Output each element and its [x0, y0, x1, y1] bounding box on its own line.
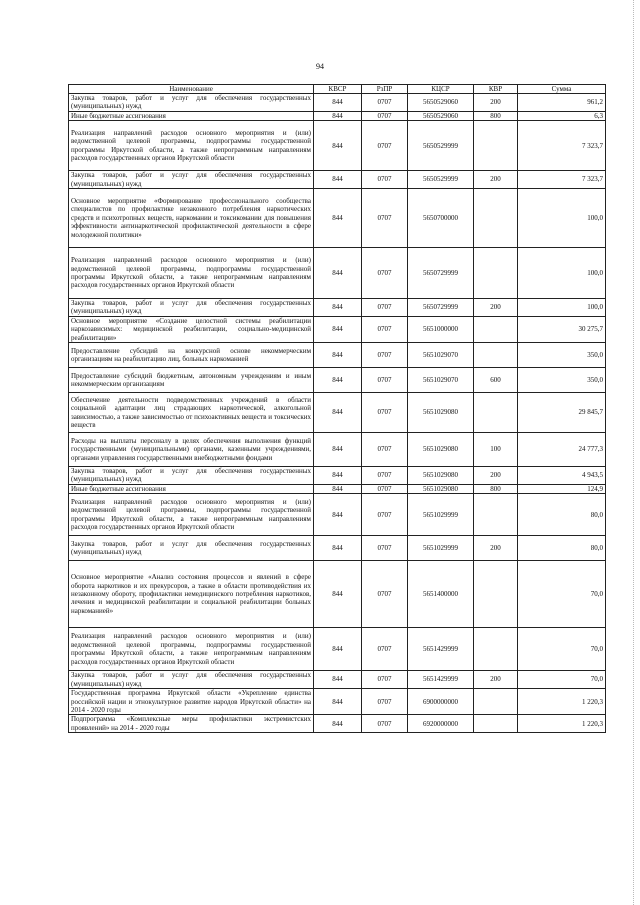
cell-kvsr: 844 [314, 628, 362, 671]
cell-sum: 100,0 [518, 248, 606, 299]
header-rzpr: РзПР [362, 85, 408, 94]
cell-kvr: 200 [474, 299, 518, 317]
cell-kcsr: 5650529999 [408, 171, 474, 189]
cell-kcsr: 5650529060 [408, 111, 474, 120]
cell-sum: 70,0 [518, 671, 606, 689]
cell-sum: 7 323,7 [518, 121, 606, 171]
cell-kvr: 200 [474, 171, 518, 189]
cell-sum: 6,3 [518, 111, 606, 120]
cell-name: Закупка товаров, работ и услуг для обеспечения государственных (муниципальных) нужд [69, 671, 314, 689]
table-row [69, 628, 606, 671]
cell-kcsr: 5650529999 [408, 121, 474, 171]
cell-kvr: 200 [474, 671, 518, 689]
cell-name: Подпрограмма «Комплексные меры профилактики экстремистских проявлений» на 2014 - 2020 годы [69, 715, 314, 733]
cell-name: Закупка товаров, работ и услуг для обеспечения государственных (муниципальных) нужд [69, 299, 314, 317]
cell-rzpr: 0707 [362, 171, 408, 189]
cell-name: Реализация направлений расходов основного мероприятия и (или) ведомственной целевой программы, подпрограммы государственной программы Иркутской области, а также непрограммным направлениям расходов государственных органов Иркутской области [69, 248, 314, 299]
cell-kcsr: 5651000000 [408, 316, 474, 342]
cell-sum: 24 777,3 [518, 433, 606, 467]
cell-kvr [474, 628, 518, 671]
cell-kvr: 600 [474, 368, 518, 393]
cell-sum: 124,9 [518, 484, 606, 493]
cell-rzpr: 0707 [362, 248, 408, 299]
cell-rzpr: 0707 [362, 671, 408, 689]
budget-table [68, 84, 606, 733]
cell-rzpr: 0707 [362, 715, 408, 733]
cell-kvr [474, 121, 518, 171]
cell-kvr: 200 [474, 467, 518, 485]
cell-kvr: 800 [474, 484, 518, 493]
cell-kvr [474, 715, 518, 733]
cell-sum: 961,2 [518, 94, 606, 112]
table-row [69, 94, 606, 112]
cell-kvr [474, 248, 518, 299]
cell-rzpr: 0707 [362, 536, 408, 561]
cell-rzpr: 0707 [362, 121, 408, 171]
cell-kvr: 200 [474, 536, 518, 561]
cell-kcsr: 5650729999 [408, 299, 474, 317]
table-row [69, 561, 606, 628]
cell-sum: 70,0 [518, 561, 606, 628]
cell-kcsr: 6920000000 [408, 715, 474, 733]
cell-name: Предоставление субсидий бюджетным, автономным учреждениям и иным некоммерческим организациям [69, 368, 314, 393]
cell-kvr [474, 393, 518, 433]
cell-rzpr: 0707 [362, 368, 408, 393]
cell-rzpr: 0707 [362, 299, 408, 317]
cell-kvsr: 844 [314, 299, 362, 317]
cell-kvr [474, 494, 518, 536]
page-edge-line [632, 0, 634, 905]
cell-kvr [474, 189, 518, 248]
cell-sum: 29 845,7 [518, 393, 606, 433]
cell-kcsr: 5651429999 [408, 628, 474, 671]
cell-name: Иные бюджетные ассигнования [69, 484, 314, 493]
cell-rzpr: 0707 [362, 111, 408, 120]
cell-kvsr: 844 [314, 484, 362, 493]
table-body [69, 94, 606, 733]
table-row [69, 121, 606, 171]
cell-kvr [474, 316, 518, 342]
cell-name: Реализация направлений расходов основного мероприятия и (или) ведомственной целевой программы, подпрограммы государственной программы Иркутской области, а также непрограммным направлениям расходов государственных органов Иркутской области [69, 628, 314, 671]
cell-sum: 30 275,7 [518, 316, 606, 342]
cell-kvsr: 844 [314, 689, 362, 715]
cell-kcsr: 5651029999 [408, 494, 474, 536]
cell-kcsr: 5651029080 [408, 433, 474, 467]
cell-name: Реализация направлений расходов основного мероприятия и (или) ведомственной целевой программы, подпрограммы государственной программы Иркутской области, а также непрограммным направлениям расходов государственных органов Иркутской области [69, 494, 314, 536]
cell-kvsr: 844 [314, 494, 362, 536]
cell-kvsr: 844 [314, 715, 362, 733]
cell-kvsr: 844 [314, 671, 362, 689]
cell-kvsr: 844 [314, 248, 362, 299]
cell-name: Иные бюджетные ассигнования [69, 111, 314, 120]
table-header-row [69, 85, 606, 94]
cell-kcsr: 5651029999 [408, 536, 474, 561]
cell-kvsr: 844 [314, 561, 362, 628]
cell-kvsr: 844 [314, 171, 362, 189]
cell-sum: 70,0 [518, 628, 606, 671]
table-row [69, 189, 606, 248]
cell-kvsr: 844 [314, 111, 362, 120]
cell-kvsr: 844 [314, 467, 362, 485]
cell-sum: 350,0 [518, 368, 606, 393]
cell-rzpr: 0707 [362, 393, 408, 433]
cell-rzpr: 0707 [362, 343, 408, 368]
cell-name: Закупка товаров, работ и услуг для обеспечения государственных (муниципальных) нужд [69, 536, 314, 561]
cell-name: Основное мероприятие «Формирование профессионального сообщества специалистов по профилактике незаконного потребления наркотических средств и психотропных веществ, наркомании и токсикомании для повышения эффективности антинаркотической профилактической деятельности в сфере молодежной политики» [69, 189, 314, 248]
cell-kcsr: 5650529060 [408, 94, 474, 112]
cell-kvsr: 844 [314, 121, 362, 171]
cell-rzpr: 0707 [362, 189, 408, 248]
cell-kvsr: 844 [314, 316, 362, 342]
table-row [69, 368, 606, 393]
cell-name: Расходы на выплаты персоналу в целях обеспечения выполнения функций государственными (муниципальными) органами, казенными учреждениями, органами управления государственными внебюджетными фондами [69, 433, 314, 467]
cell-rzpr: 0707 [362, 494, 408, 536]
cell-kvr: 200 [474, 94, 518, 112]
cell-name: Государственная программа Иркутской области «Укрепление единства российской нации и этнокультурное развитие народов Иркутской области» на 2014 - 2020 годы [69, 689, 314, 715]
cell-kcsr: 5651400000 [408, 561, 474, 628]
cell-sum: 1 220,3 [518, 689, 606, 715]
cell-kvr: 100 [474, 433, 518, 467]
cell-kvsr: 844 [314, 368, 362, 393]
table-row [69, 671, 606, 689]
cell-rzpr: 0707 [362, 689, 408, 715]
cell-kvsr: 844 [314, 189, 362, 248]
cell-name: Закупка товаров, работ и услуг для обеспечения государственных (муниципальных) нужд [69, 94, 314, 112]
cell-sum: 350,0 [518, 343, 606, 368]
cell-kvsr: 844 [314, 393, 362, 433]
cell-kvr: 800 [474, 111, 518, 120]
header-name: Наименование [69, 85, 314, 94]
cell-kcsr: 5651429999 [408, 671, 474, 689]
table-row [69, 248, 606, 299]
cell-kcsr: 5651029080 [408, 484, 474, 493]
cell-kvsr: 844 [314, 343, 362, 368]
cell-sum: 7 323,7 [518, 171, 606, 189]
cell-name: Реализация направлений расходов основного мероприятия и (или) ведомственной целевой программы, подпрограммы государственной программы Иркутской области, а также непрограммным направлениям расходов государственных органов Иркутской области [69, 121, 314, 171]
table-row [69, 494, 606, 536]
cell-kcsr: 5650700000 [408, 189, 474, 248]
cell-kcsr: 5650729999 [408, 248, 474, 299]
page-number: 94 [316, 62, 324, 71]
cell-sum: 80,0 [518, 536, 606, 561]
table-row [69, 111, 606, 120]
cell-kvr [474, 689, 518, 715]
cell-kcsr: 5651029080 [408, 393, 474, 433]
table-row [69, 689, 606, 715]
cell-rzpr: 0707 [362, 628, 408, 671]
header-kvsr: КВСР [314, 85, 362, 94]
cell-name: Закупка товаров, работ и услуг для обеспечения государственных (муниципальных) нужд [69, 171, 314, 189]
cell-rzpr: 0707 [362, 94, 408, 112]
cell-kcsr: 5651029070 [408, 368, 474, 393]
table-row [69, 467, 606, 485]
cell-name: Закупка товаров, работ и услуг для обеспечения государственных (муниципальных) нужд [69, 467, 314, 485]
cell-name: Обеспечение деятельности подведомственных учреждений в области социальной адаптации лиц страдающих наркотической, алкогольной зависимостью, а также зависимостью от психоактивных веществ и токсических веществ [69, 393, 314, 433]
table-row [69, 393, 606, 433]
table-row [69, 484, 606, 493]
cell-kvsr: 844 [314, 433, 362, 467]
cell-rzpr: 0707 [362, 484, 408, 493]
cell-name: Основное мероприятие «Создание целостной системы реабилитации наркозависимых: медицинской реабилитации, социально-медицинской реабилитации» [69, 316, 314, 342]
cell-kcsr: 5651029070 [408, 343, 474, 368]
cell-sum: 80,0 [518, 494, 606, 536]
cell-kcsr: 6900000000 [408, 689, 474, 715]
table-row [69, 433, 606, 467]
cell-rzpr: 0707 [362, 467, 408, 485]
cell-sum: 1 220,3 [518, 715, 606, 733]
cell-sum: 100,0 [518, 189, 606, 248]
cell-rzpr: 0707 [362, 433, 408, 467]
header-sum: Сумма [518, 85, 606, 94]
table-row [69, 343, 606, 368]
table-row [69, 171, 606, 189]
cell-kvsr: 844 [314, 536, 362, 561]
table-row [69, 715, 606, 733]
table-row [69, 536, 606, 561]
cell-name: Предоставление субсидий на конкурсной основе некоммерческим организациям на реабилитацию лиц, больных наркоманией [69, 343, 314, 368]
header-kvr: КВР [474, 85, 518, 94]
cell-kvr [474, 343, 518, 368]
cell-kvsr: 844 [314, 94, 362, 112]
cell-kcsr: 5651029080 [408, 467, 474, 485]
cell-sum: 100,0 [518, 299, 606, 317]
cell-rzpr: 0707 [362, 316, 408, 342]
table-row [69, 316, 606, 342]
cell-name: Основное мероприятие «Анализ состояния процессов и явлений в сфере оборота наркотиков и их прекурсоров, а также в области противодействия их незаконному обороту, профилактики немедицинского потребления наркотиков, лечения и медицинской реабилитации и социальной реабилитации больных наркоманией» [69, 561, 314, 628]
cell-sum: 4 943,5 [518, 467, 606, 485]
cell-kvr [474, 561, 518, 628]
header-kcsr: КЦСР [408, 85, 474, 94]
table-row [69, 299, 606, 317]
cell-rzpr: 0707 [362, 561, 408, 628]
